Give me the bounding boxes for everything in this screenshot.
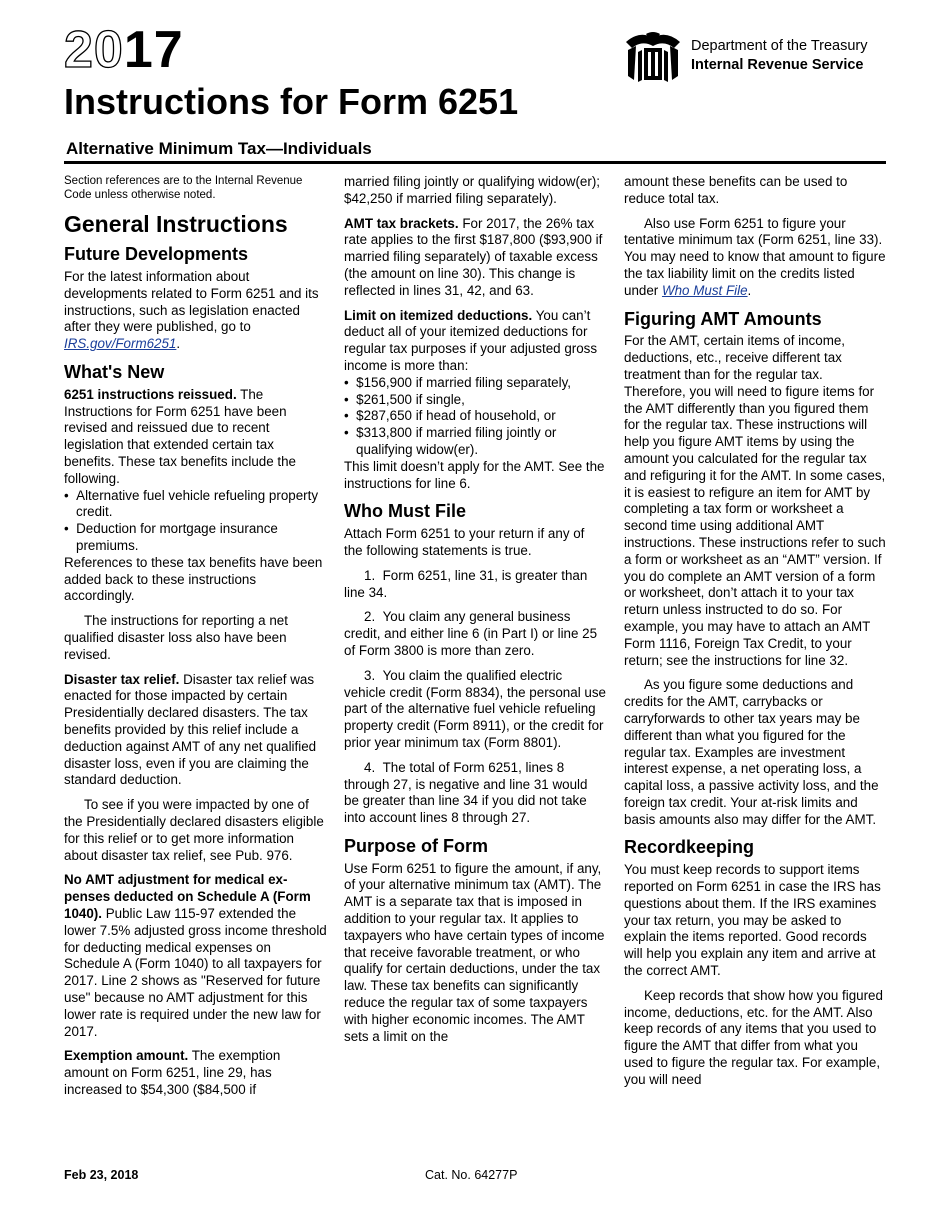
list-item: • $313,800 if married filing jointly or qualifying widow(er). <box>344 425 606 459</box>
column-1 <box>64 174 328 1107</box>
list-item: • $261,500 if single, <box>344 392 606 409</box>
who-item-2: 2. You claim any general business credit, and either line 6 (in Part I) or line 25 of Form 3800 is more than zero. <box>344 609 598 658</box>
exemption-continued: married filing jointly or qualifying widow(er); $42,250 if married filing separately). <box>344 174 601 206</box>
list-item: • $287,650 if head of household, or <box>344 408 606 425</box>
future-developments-text: For the latest information about developments related to Form 6251 and its instructions, such as legislation enacted after they were published, go to IRS.gov/Form6251. <box>64 269 319 352</box>
section-references-note: Section references are to the Internal Revenue Code unless otherwise noted. <box>64 175 303 201</box>
footer-date: Feb 23, 2018 <box>64 1168 139 1182</box>
references-paragraph: References to these tax benefits have been added back to these instructions accordingly. <box>64 554 323 604</box>
disaster-loss-paragraph: The instructions for reporting a net qualified disaster loss also have been revised. <box>64 613 288 662</box>
keep-records-paragraph: Keep records that show how you figured income, deductions, etc. for the AMT. Also keep records of any items that you used to figure the AMT that differ from what you used to figure the regular tax. For example, you will need <box>624 987 883 1087</box>
page-subtitle: Alternative Minimum Tax—Individuals <box>66 139 372 158</box>
agency-department: Department of the Treasury <box>691 38 868 54</box>
irs-form6251-link[interactable]: IRS.gov/Form6251 <box>64 336 177 352</box>
header-divider <box>64 161 886 164</box>
list-item: • $156,900 if married filing separately, <box>344 375 606 392</box>
who-item-4: 4. The total of Form 6251, lines 8 through 27, is negative and line 31 would be greater than line 34 if you did not take into account lines 8 through 27. <box>344 759 588 826</box>
figuring-amt-text: For the AMT, certain items of income, deductions, etc., receive different tax treatment than for the regular tax. Therefore, you will need to figure items for the AMT differently than you figured them for the regular tax. These instructions will help you figure AMT items by using the amount you calculated for the regular tax and refiguring it for the AMT. In some cases, it is easiest to refigure an item for AMT by completing a tax form or worksheet a second time using additional AMT instructions. These instructions refer to such a form or worksheet as an “AMT” version. If you do complete an AMT version of a form or worksheet, don’t attach it to your tax return unless instructed to do so. For example, you may have to attach an AMT Form 1116, Foreign Tax Credit, to your return; see the instructions for line 32. <box>624 333 886 668</box>
year-bold-digits: 17 <box>123 21 184 79</box>
disaster-relief-paragraph: Disaster tax relief. Disaster tax relief was enacted for those impacted by certain Presidentially declared disasters. The tax benefits provided by this relief include a deduction against AMT of any net qualified disaster loss, even if you are claiming the standard deduction. <box>64 671 317 788</box>
carryback-paragraph: As you figure some deductions and credits for the AMT, carrybacks or carryforwards to other tax years may be different than what you figured for the regular tax. Examples are investment interest expense, a net operating loss, a capital loss, a passive activity loss, and the foreign tax credit. Your at-risk limits and basis amounts also may differ for the AMT. <box>624 677 879 827</box>
footer-catalog-number: Cat. No. 64277P <box>425 1168 518 1182</box>
year-outline-digits: 20 <box>64 21 124 79</box>
recordkeeping-text: You must keep records to support items reported on Form 6251 in case the IRS has questions about them. If the IRS examines your tax return, you may be asked to explain the items reported. Good records will help you explain any item and arrive at the correct AMT. <box>624 862 881 979</box>
purpose-of-form-heading: Purpose of Form <box>344 835 489 856</box>
who-item-3: 3. You claim the qualified electric vehicle credit (Form 8834), the personal use part of the alternative fuel vehicle refueling property credit (Form 8911), or the credit for prior year minimum tax (Form 8801). <box>344 667 606 750</box>
general-instructions-heading: General Instructions <box>64 211 288 237</box>
agency-irs: Internal Revenue Service <box>691 57 864 73</box>
recordkeeping-heading: Recordkeeping <box>624 837 755 858</box>
list-item: • Deduction for mortgage insurance premiums. <box>64 521 328 555</box>
itemized-paragraph: Limit on itemized deductions. You can’t deduct all of your itemized deductions for regular tax purposes if your adjusted gross income is more than: <box>344 307 598 373</box>
tax-benefits-list <box>64 488 328 555</box>
itemized-thresholds-list <box>344 375 606 459</box>
who-must-file-link[interactable]: Who Must File <box>661 282 748 298</box>
itemized-after-paragraph: This limit doesn’t apply for the AMT. See the instructions for line 6. <box>344 458 605 491</box>
column-2 <box>344 174 606 1053</box>
figuring-amt-heading: Figuring AMT Amounts <box>624 308 822 329</box>
who-must-file-text: Attach Form 6251 to your return if any of the following statements is true. <box>344 526 585 558</box>
column-3 <box>624 174 886 1097</box>
list-item: • Alternative fuel vehicle refueling property credit. <box>64 488 328 522</box>
brackets-paragraph: AMT tax brackets. For 2017, the 26% tax rate applies to the first $187,800 ($93,900 if married filing separately) of taxable excess (the amount on line 30). This change is reflected in lines 31, 42, and 63. <box>344 215 603 298</box>
who-item-1: 1. Form 6251, line 31, is greater than line 34. <box>344 567 588 600</box>
disaster-see-paragraph: To see if you were impacted by one of the Presidentially declared disasters eligible for this relief or to get more information about disaster tax relief, see Pub. 976. <box>64 797 324 863</box>
reissued-paragraph: 6251 instructions reissued. The Instructions for Form 6251 have been revised and reissued due to recent legislation that extended certain tax benefits. These tax benefits include the following. <box>64 386 297 486</box>
future-developments-heading: Future Developments <box>64 244 249 265</box>
exemption-paragraph: Exemption amount. The exemption amount on Form 6251, line 29, has increased to $54,300 ($84,500 if <box>64 1048 281 1097</box>
whats-new-heading: What's New <box>64 362 165 383</box>
form-year <box>64 21 184 79</box>
purpose-of-form-text: Use Form 6251 to figure the amount, if any, of your alternative minimum tax (AMT). The AMT is a separate tax that is imposed in addition to your regular tax. It applies to taxpayers who have certain types of income that receive favorable treatment, or who qualify for certain deductions, under the tax law. These tax benefits can significantly reduce the regular tax of some taxpayers with higher economic incomes. The AMT sets a limit on the <box>344 860 605 1044</box>
irs-eagle-logo-icon <box>622 30 684 86</box>
purpose-continued: amount these benefits can be used to reduce total tax. <box>624 174 848 206</box>
page-title: Instructions for Form 6251 <box>64 81 519 122</box>
tentative-tax-paragraph: Also use Form 6251 to figure your tentative minimum tax (Form 6251, line 33). You may need to know that amount to figure the tax liability limit on the credits listed under Who Must File. <box>624 215 886 298</box>
medical-paragraph: No AMT adjustment for medical ex-penses deducted on Schedule A (Form 1040). Public Law 115-97 extended the lower 7.5% adjusted gross income threshold for deducting medical expenses on Schedule A (Form 1040) to all taxpayers for 2017. Line 2 shows as "Reserved for future use" because no AMT adjustment for this lower rate is required under the new law for 2017. <box>64 872 327 1039</box>
who-must-file-heading: Who Must File <box>344 501 466 522</box>
